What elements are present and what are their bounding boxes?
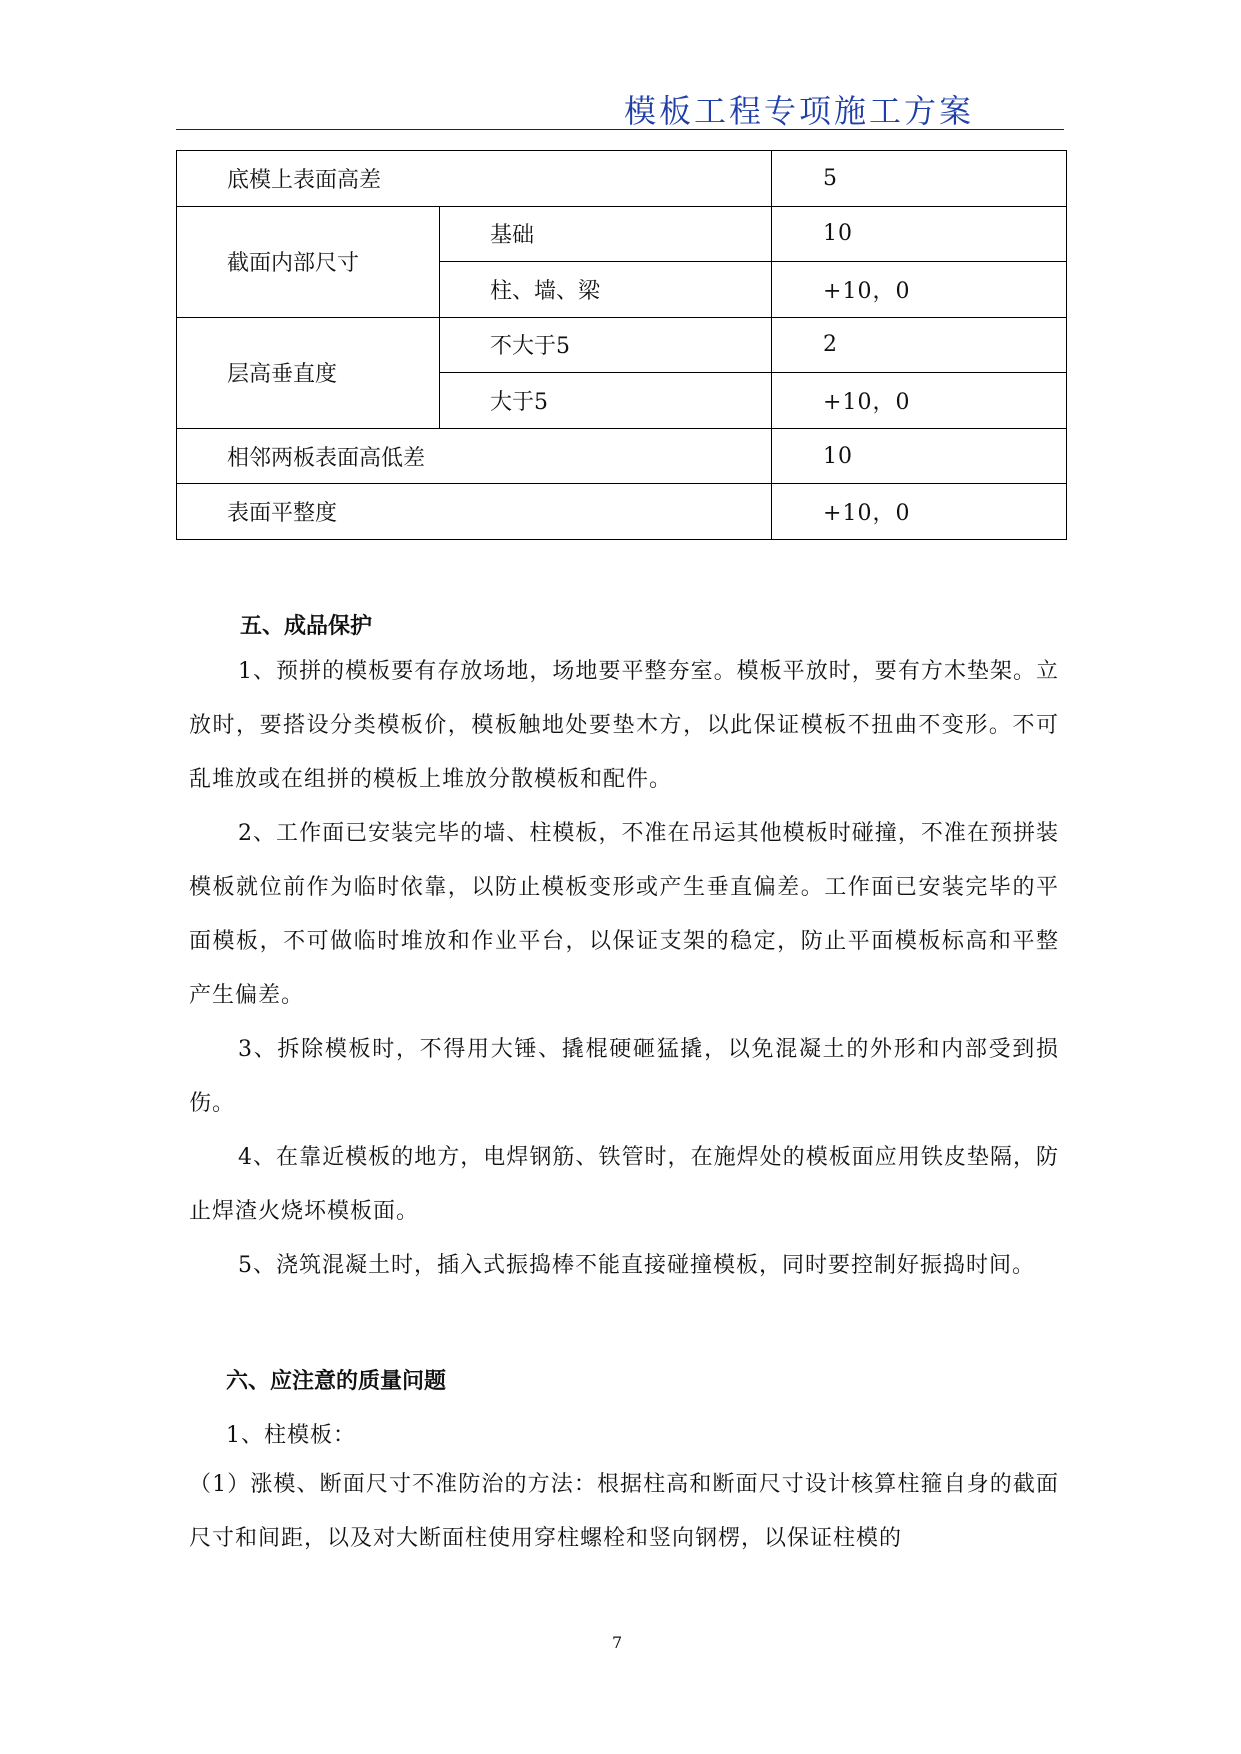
section-title-product-protection: 五、成品保护	[240, 613, 373, 639]
tolerance-table	[176, 150, 1067, 540]
table-cell-value: 10	[772, 206, 1067, 262]
section-title-quality-issues: 六、应注意的质量问题	[226, 1368, 447, 1394]
paragraph-text: 5、浇筑混凝土时，插入式振捣棒不能直接碰撞模板，同时要控制好振捣时间。	[238, 1253, 1035, 1278]
table-cell-value: 5	[772, 151, 1067, 207]
table-cell-sub: 柱、墙、梁	[440, 262, 772, 318]
paragraph-text: 1、预拼的模板要有存放场地，场地要平整夯室。模板平放时，要有方木垫架。立放时，要搭设分类模板价，模板触地处要垫木方，以此保证模板不扭曲不变形。不可乱堆放或在组拼的模板上堆放分散模板和配件。	[189, 659, 1059, 792]
table-row	[177, 206, 1067, 262]
header-rule	[176, 129, 1064, 130]
table-cell-item: 层高垂直度	[177, 317, 440, 428]
header-title: 模板工程专项施工方案	[624, 92, 975, 130]
table-cell-value: +10，0	[772, 373, 1067, 429]
paragraph	[189, 807, 1059, 1023]
table-cell-item: 相邻两板表面高低差	[177, 428, 772, 484]
paragraph	[189, 645, 1059, 807]
table-cell-item: 表面平整度	[177, 484, 772, 540]
table-row	[177, 151, 1067, 207]
table-row	[177, 428, 1067, 484]
list-item-heading: 1、柱模板：	[226, 1423, 356, 1448]
page-number: 7	[612, 1633, 623, 1652]
table-cell-sub: 大于5	[440, 373, 772, 429]
paragraph-text: 4、在靠近模板的地方，电焊钢筋、铁管时，在施焊处的模板面应用铁皮垫隔，防止焊渣火烧坏模板面。	[189, 1145, 1059, 1224]
table-cell-item: 截面内部尺寸	[177, 206, 440, 317]
paragraph-text: （1）涨模、断面尺寸不准防治的方法：根据柱高和断面尺寸设计核算柱箍自身的截面尺寸和间距，以及对大断面柱使用穿柱螺栓和竖向钢楞，以保证柱模的	[189, 1472, 1059, 1551]
paragraph	[189, 1239, 1059, 1293]
table-cell-sub: 不大于5	[440, 317, 772, 373]
table-cell-value: 10	[772, 428, 1067, 484]
paragraph	[189, 1458, 1059, 1566]
table-cell-value: +10，0	[772, 484, 1067, 540]
table-row	[177, 317, 1067, 373]
table-cell-value: 2	[772, 317, 1067, 373]
table-cell-sub: 基础	[440, 206, 772, 262]
table-cell-item: 底模上表面高差	[177, 151, 772, 207]
paragraph-text: 3、拆除模板时，不得用大锤、撬棍硬砸猛撬，以免混凝土的外形和内部受到损伤。	[189, 1037, 1059, 1116]
table-row	[177, 484, 1067, 540]
table-cell-value: +10，0	[772, 262, 1067, 318]
paragraph	[189, 1131, 1059, 1239]
paragraph	[189, 1023, 1059, 1131]
paragraph-text: 2、工作面已安装完毕的墙、柱模板，不准在吊运其他模板时碰撞，不准在预拼装模板就位前作为临时依靠，以防止模板变形或产生垂直偏差。工作面已安装完毕的平面模板，不可做临时堆放和作业平台，以保证支架的稳定，防止平面模板标高和平整产生偏差。	[189, 821, 1059, 1008]
